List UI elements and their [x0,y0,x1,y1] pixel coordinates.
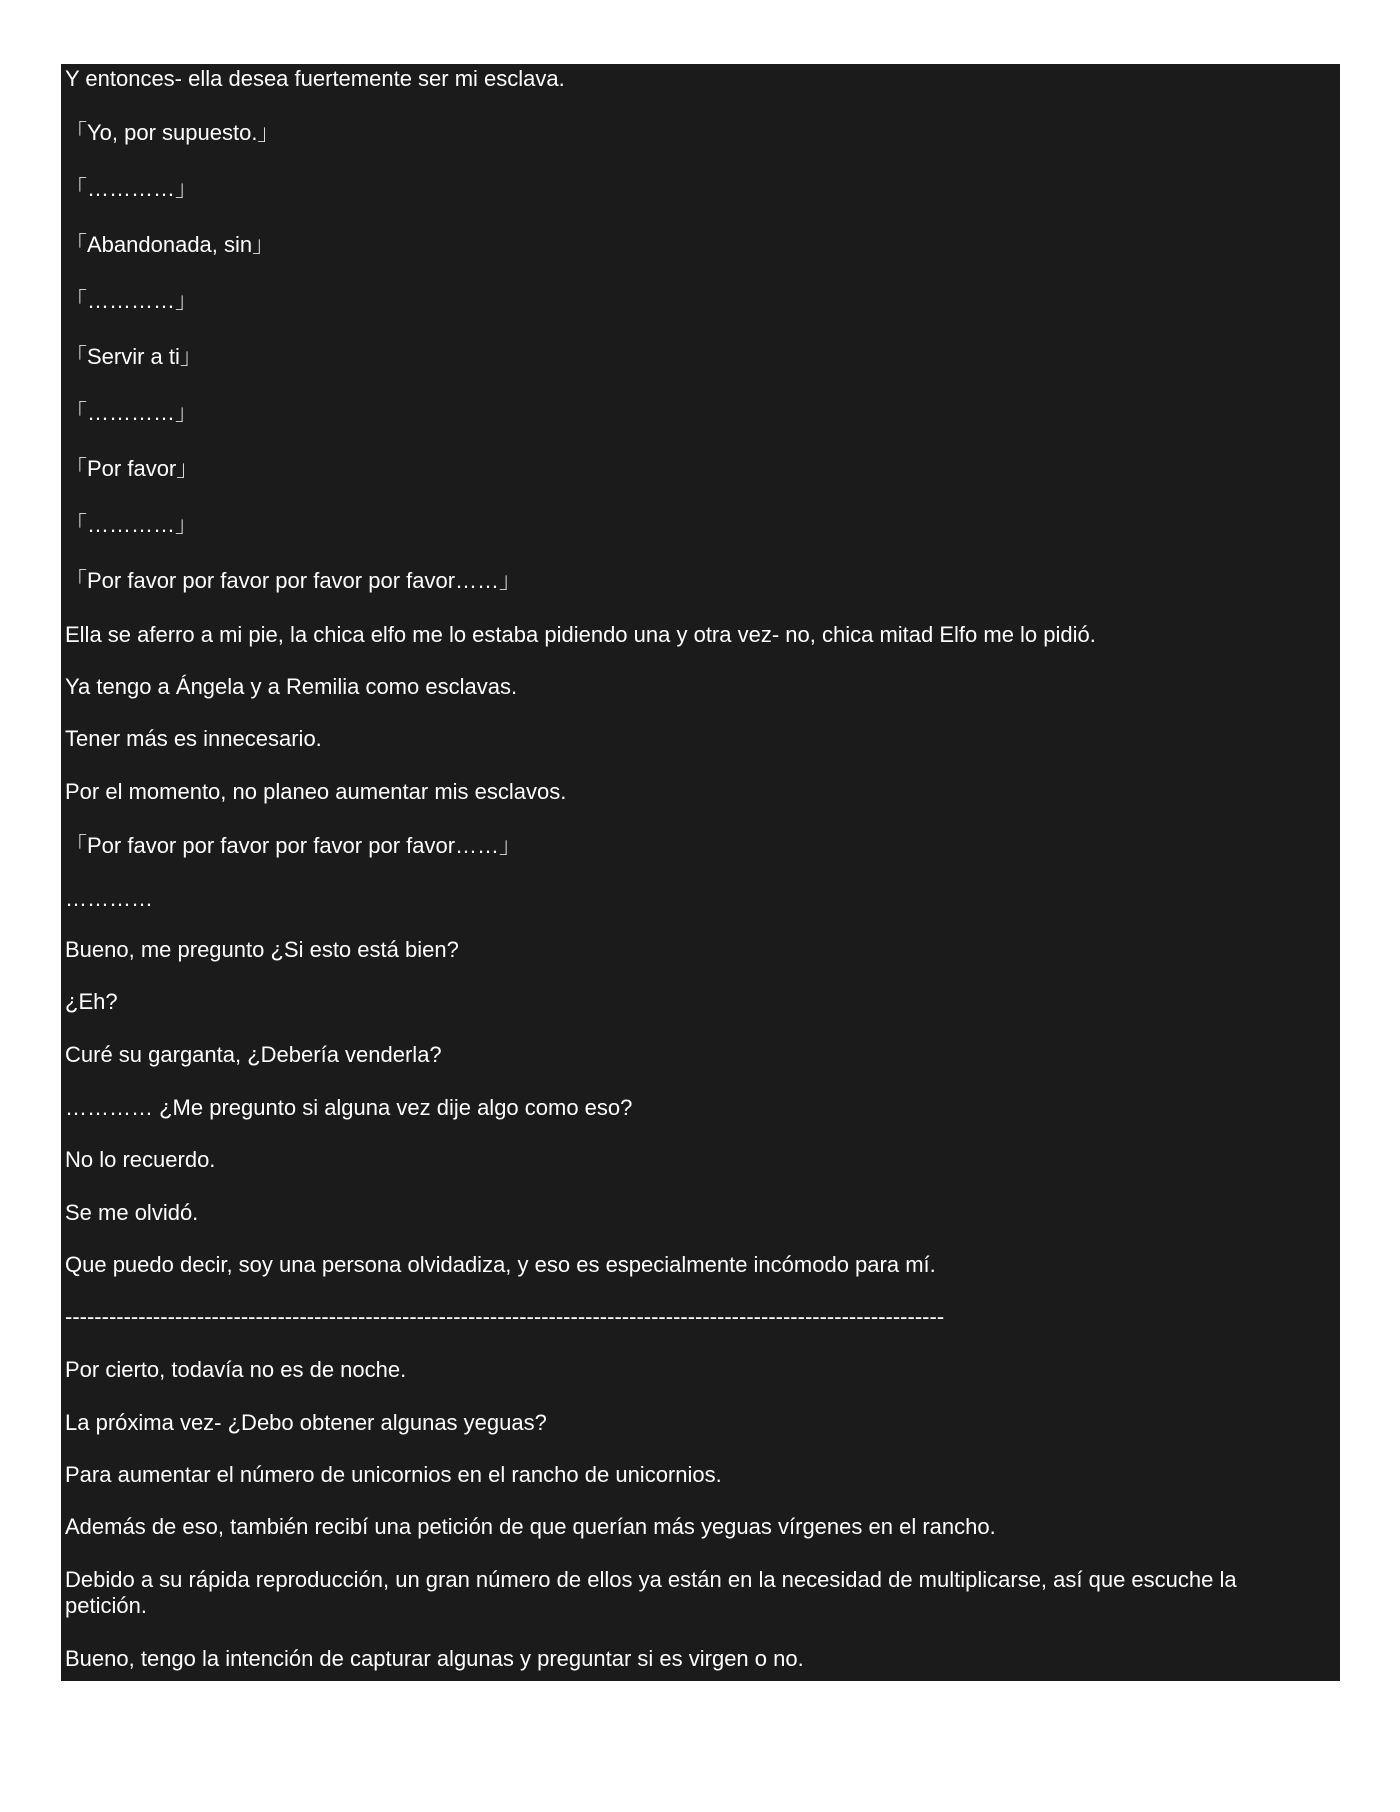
paragraph: Bueno, me pregunto ¿Si esto está bien? [65,937,459,962]
paragraph: La próxima vez- ¿Debo obtener algunas yeguas? [65,1410,547,1435]
paragraph: Tener más es innecesario. [65,726,322,751]
paragraph: Se me olvidó. [65,1200,199,1225]
dialogue-line: 「Por favor por favor por favor por favor……」 [65,568,522,593]
dialogue-line: 「…………」 [65,512,198,537]
paragraph: Curé su garganta, ¿Debería venderla? [65,1042,442,1067]
dialogue-line: 「…………」 [65,176,198,201]
paragraph: Y entonces- ella desea fuertemente ser mi esclava. [65,66,565,91]
dialogue-line: 「Por favor」 [65,456,199,481]
paragraph: ………… [65,886,153,911]
paragraph: Bueno, tengo la intención de capturar algunas y preguntar si es virgen o no. [65,1646,804,1671]
dialogue-line: 「Por favor por favor por favor por favor……」 [65,833,522,858]
dialogue-line: 「Servir a ti」 [65,344,202,369]
paragraph: Para aumentar el número de unicornios en el rancho de unicornios. [65,1462,722,1487]
dialogue-line: 「Yo, por supuesto.」 [65,120,280,145]
paragraph: Ya tengo a Ángela y a Remilia como esclavas. [65,674,518,699]
dialogue-line: 「…………」 [65,288,198,313]
paragraph: ¿Eh? [65,989,118,1014]
paragraph: ………… ¿Me pregunto si alguna vez dije algo como eso? [65,1095,633,1120]
paragraph: Además de eso, también recibí una petición de que querían más yeguas vírgenes en el rancho. [65,1514,996,1539]
document-page [61,64,1340,1681]
paragraph: Por el momento, no planeo aumentar mis esclavos. [65,779,567,804]
paragraph: Por cierto, todavía no es de noche. [65,1357,407,1382]
paragraph: No lo recuerdo. [65,1147,216,1172]
section-divider: ------------------------------------------------------------------------------------------------------------------------ [65,1304,945,1329]
paragraph: Debido a su rápida reproducción, un gran número de ellos ya están en la necesidad de multiplicarse, así que escuche la petición. [65,1567,1237,1618]
dialogue-line: 「…………」 [65,400,198,425]
dialogue-line: 「Abandonada, sin」 [65,232,275,257]
paragraph: Ella se aferro a mi pie, la chica elfo me lo estaba pidiendo una y otra vez- no, chica mitad Elfo me lo pidió. [65,622,1096,647]
paragraph: Que puedo decir, soy una persona olvidadiza, y eso es especialmente incómodo para mí. [65,1252,936,1277]
